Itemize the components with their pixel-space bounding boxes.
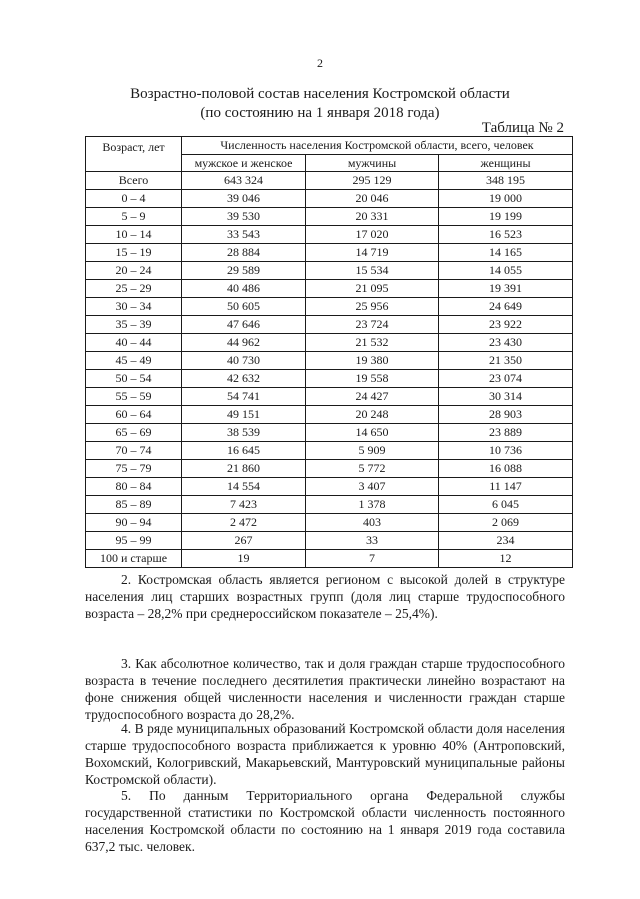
total-cell: 39 530 xyxy=(182,208,306,226)
men-cell: 33 xyxy=(306,532,439,550)
women-cell: 19 199 xyxy=(439,208,573,226)
total-cell: 47 646 xyxy=(182,316,306,334)
table-row xyxy=(86,208,573,226)
women-cell: 19 000 xyxy=(439,190,573,208)
women-cell: 11 147 xyxy=(439,478,573,496)
women-cell: 234 xyxy=(439,532,573,550)
age-group-cell: 60 – 64 xyxy=(86,406,182,424)
table-row xyxy=(86,532,573,550)
table-label: Таблица № 2 xyxy=(481,120,564,136)
paragraph-text: 4. В ряде муниципальных образований Костромской области доля населения старше трудоспособного возраста приближается к уровню 40% (Антроповский, Вохомский, Кологривский, Макарьевский, Мантуровский муниципальные районы Костромской области). xyxy=(85,721,565,787)
men-cell: 14 650 xyxy=(306,424,439,442)
total-cell: 19 xyxy=(182,550,306,568)
column-header-women: женщины xyxy=(439,155,573,172)
men-cell: 21 095 xyxy=(306,280,439,298)
total-cell: 49 151 xyxy=(182,406,306,424)
paragraph-2 xyxy=(85,571,565,622)
table-row xyxy=(86,424,573,442)
total-cell: 7 423 xyxy=(182,496,306,514)
paragraph-text: 2. Костромская область является регионом с высокой долей в структуре населения лиц старших возрастных групп (доля лиц старше трудоспособного возраста – 28,2% при среднероссийском показателе – 25,4%). xyxy=(85,572,565,621)
age-group-cell: 95 – 99 xyxy=(86,532,182,550)
table-subtitle: (по состоянию на 1 января 2018 года) xyxy=(200,105,440,121)
age-group-cell: 0 – 4 xyxy=(86,190,182,208)
total-cell: 39 046 xyxy=(182,190,306,208)
table-row xyxy=(86,370,573,388)
women-cell: 30 314 xyxy=(439,388,573,406)
women-cell: 12 xyxy=(439,550,573,568)
men-cell: 20 331 xyxy=(306,208,439,226)
total-cell: 2 472 xyxy=(182,514,306,532)
column-header-total: мужское и женское xyxy=(182,155,306,172)
table-row xyxy=(86,460,573,478)
table-row xyxy=(86,352,573,370)
population-group-header: Численность населения Костромской области, всего, человек xyxy=(182,137,573,155)
total-cell: 28 884 xyxy=(182,244,306,262)
paragraph-text: 3. Как абсолютное количество, так и доля граждан старше трудоспособного возраста в течение последнего десятилетия практически линейно возрастают на фоне снижения общей численности населения и численности граждан старше трудоспособного возраста до 28,2%. xyxy=(85,656,565,722)
table-row xyxy=(86,190,573,208)
table-row xyxy=(86,514,573,532)
total-cell: 33 543 xyxy=(182,226,306,244)
men-cell: 295 129 xyxy=(306,172,439,190)
total-cell: 40 730 xyxy=(182,352,306,370)
table-row xyxy=(86,226,573,244)
table-row xyxy=(86,496,573,514)
total-cell: 38 539 xyxy=(182,424,306,442)
page-number: 2 xyxy=(317,56,323,70)
men-cell: 23 724 xyxy=(306,316,439,334)
age-group-cell: 100 и старше xyxy=(86,550,182,568)
paragraph-4 xyxy=(85,720,565,788)
table-row xyxy=(86,244,573,262)
table-row xyxy=(86,316,573,334)
total-cell: 267 xyxy=(182,532,306,550)
women-cell: 16 523 xyxy=(439,226,573,244)
total-cell: 44 962 xyxy=(182,334,306,352)
women-cell: 10 736 xyxy=(439,442,573,460)
age-group-cell: 25 – 29 xyxy=(86,280,182,298)
age-group-cell: 75 – 79 xyxy=(86,460,182,478)
women-cell: 348 195 xyxy=(439,172,573,190)
age-group-cell: 65 – 69 xyxy=(86,424,182,442)
table-title: Возрастно-половой состав населения Костромской области xyxy=(130,86,510,102)
women-cell: 19 391 xyxy=(439,280,573,298)
men-cell: 21 532 xyxy=(306,334,439,352)
table-row xyxy=(86,334,573,352)
men-cell: 20 248 xyxy=(306,406,439,424)
women-cell: 14 165 xyxy=(439,244,573,262)
age-group-cell: 80 – 84 xyxy=(86,478,182,496)
men-cell: 5 772 xyxy=(306,460,439,478)
age-group-cell: 15 – 19 xyxy=(86,244,182,262)
women-cell: 23 430 xyxy=(439,334,573,352)
table-row xyxy=(86,442,573,460)
women-cell: 6 045 xyxy=(439,496,573,514)
age-group-cell: 20 – 24 xyxy=(86,262,182,280)
table-row xyxy=(86,280,573,298)
men-cell: 1 378 xyxy=(306,496,439,514)
women-cell: 28 903 xyxy=(439,406,573,424)
total-cell: 16 645 xyxy=(182,442,306,460)
men-cell: 5 909 xyxy=(306,442,439,460)
paragraph-5 xyxy=(85,787,565,855)
age-group-cell: 10 – 14 xyxy=(86,226,182,244)
women-cell: 2 069 xyxy=(439,514,573,532)
total-cell: 29 589 xyxy=(182,262,306,280)
age-group-cell: 45 – 49 xyxy=(86,352,182,370)
men-cell: 19 558 xyxy=(306,370,439,388)
men-cell: 25 956 xyxy=(306,298,439,316)
table-row xyxy=(86,406,573,424)
table-row xyxy=(86,298,573,316)
total-cell: 50 605 xyxy=(182,298,306,316)
age-column-header: Возраст, лет xyxy=(86,137,182,172)
age-group-cell: Всего xyxy=(86,172,182,190)
age-group-cell: 35 – 39 xyxy=(86,316,182,334)
age-group-cell: 40 – 44 xyxy=(86,334,182,352)
total-cell: 54 741 xyxy=(182,388,306,406)
men-cell: 24 427 xyxy=(306,388,439,406)
women-cell: 21 350 xyxy=(439,352,573,370)
women-cell: 24 649 xyxy=(439,298,573,316)
women-cell: 23 889 xyxy=(439,424,573,442)
table-row xyxy=(86,388,573,406)
table-body xyxy=(86,172,573,568)
table-row xyxy=(86,172,573,190)
age-group-cell: 30 – 34 xyxy=(86,298,182,316)
men-cell: 403 xyxy=(306,514,439,532)
total-cell: 42 632 xyxy=(182,370,306,388)
total-cell: 14 554 xyxy=(182,478,306,496)
total-cell: 643 324 xyxy=(182,172,306,190)
age-group-cell: 5 – 9 xyxy=(86,208,182,226)
men-cell: 20 046 xyxy=(306,190,439,208)
men-cell: 7 xyxy=(306,550,439,568)
table-row xyxy=(86,478,573,496)
paragraph-text: 5. По данным Территориального органа Федеральной службы государственной статистики по Костромской области численность постоянного населения Костромской области по состоянию на 1 января 2019 года составила 637,2 тыс. человек. xyxy=(85,788,565,854)
women-cell: 23 074 xyxy=(439,370,573,388)
women-cell: 14 055 xyxy=(439,262,573,280)
men-cell: 15 534 xyxy=(306,262,439,280)
paragraph-3 xyxy=(85,655,565,723)
age-group-cell: 50 – 54 xyxy=(86,370,182,388)
population-table xyxy=(85,136,573,568)
total-cell: 21 860 xyxy=(182,460,306,478)
men-cell: 17 020 xyxy=(306,226,439,244)
men-cell: 3 407 xyxy=(306,478,439,496)
men-cell: 14 719 xyxy=(306,244,439,262)
women-cell: 23 922 xyxy=(439,316,573,334)
table-row xyxy=(86,550,573,568)
age-group-cell: 85 – 89 xyxy=(86,496,182,514)
men-cell: 19 380 xyxy=(306,352,439,370)
table-row xyxy=(86,262,573,280)
women-cell: 16 088 xyxy=(439,460,573,478)
total-cell: 40 486 xyxy=(182,280,306,298)
age-group-cell: 55 – 59 xyxy=(86,388,182,406)
column-header-men: мужчины xyxy=(306,155,439,172)
age-group-cell: 70 – 74 xyxy=(86,442,182,460)
age-group-cell: 90 – 94 xyxy=(86,514,182,532)
